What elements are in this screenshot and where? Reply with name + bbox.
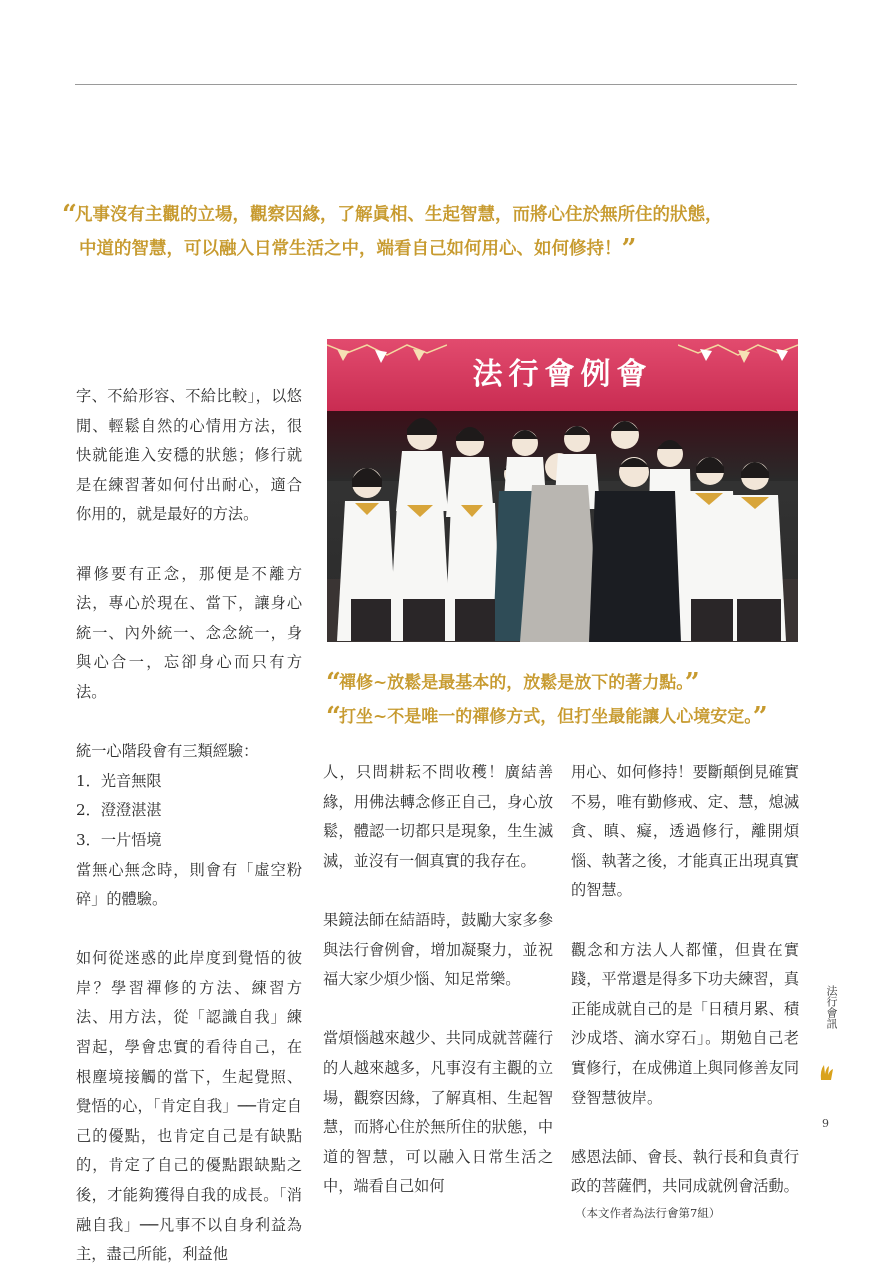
- open-quote-mark: “: [62, 200, 75, 230]
- close-quote-mark: ”: [684, 668, 698, 698]
- paragraph: 如何從迷惑的此岸度到覺悟的彼岸？學習禪修的方法、練習方法、用方法，從「認識自我」練習起，學會忠實的看待自己，在根塵境接觸的當下，生起覺照、覺悟的心，「肯定自我」──肯定自己的優點，也肯定自己是有缺點的，肯定了自己的優點跟缺點之後，才能夠獲得自我的成長。「消融自我」──凡事不以自身利益為主，盡己所能，利益他: [76, 949, 302, 1264]
- author-byline: （本文作者為法行會第7組）: [575, 1205, 721, 1220]
- hands-logo-icon: [818, 1062, 838, 1082]
- pull-quote-mid-line1: “禪修~放鬆是最基本的，放鬆是放下的著力點。”: [326, 668, 698, 698]
- close-quote-mark: ”: [752, 702, 766, 732]
- event-group-photo: [327, 339, 798, 642]
- paragraph: 用心、如何修持！要斷顛倒見確實不易，唯有勤修戒、定、慧，熄滅貪、瞋、癡，透過修行，離開煩惱、執著之後，才能真正出現真實的智慧。: [571, 763, 799, 900]
- pull-quote-top: [62, 198, 722, 266]
- list-item: 3．一片悟境: [76, 830, 162, 849]
- article-column-1: [76, 382, 302, 1270]
- paragraph: 當無心無念時，則會有「虛空粉碎」的體驗。: [76, 860, 302, 909]
- experience-section: [76, 737, 302, 915]
- paragraph: 統一心階段會有三類經驗：: [76, 742, 259, 761]
- paragraph: 人，只問耕耘不問收穫！廣結善緣，用佛法轉念修正自己，身心放鬆，體認一切都只是現象，生生滅滅，並沒有一個真實的我存在。: [323, 763, 553, 870]
- close-quote-mark: ”: [621, 234, 635, 264]
- pull-quote-top-line1: “凡事沒有主觀的立場，觀察因緣，了解眞相、生起智慧，而將心住於無所住的狀態，: [62, 200, 723, 230]
- paragraph: 字、不給形容、不給比較」，以悠閒、輕鬆自然的心情用方法，很快就能進入安穩的狀態；修行就是在練習著如何付出耐心，適合你用的，就是最好的方法。: [76, 387, 302, 524]
- paragraph: 果鏡法師在結語時，鼓勵大家多參與法行會例會，增加凝聚力，並祝福大家少煩少惱、知足常樂。: [323, 910, 553, 989]
- paragraph: 感恩法師、會長、執行長和負責行政的菩薩們，共同成就例會活動。: [571, 1147, 799, 1196]
- paragraph: 當煩惱越來越少、共同成就菩薩行的人越來越多，凡事沒有主觀的立場，觀察因緣，了解真相、生起智慧，而將心住於無所住的狀態，中道的智慧，可以融入日常生活之中，端看自己如何: [323, 1029, 553, 1196]
- article-column-3: [571, 758, 799, 1222]
- pull-quote-top-line2: 中道的智慧，可以融入日常生活之中，端看自己如何用心、如何修持！”: [79, 234, 635, 264]
- banner-title: 法行會例會: [472, 357, 653, 392]
- open-quote-mark: “: [326, 702, 339, 732]
- list-item: 1．光音無限: [76, 771, 162, 790]
- list-item: 2．澄澄湛湛: [76, 801, 162, 820]
- paragraph: 禪修要有正念，那便是不離方法，專心於現在、當下，讓身心統一、內外統一、念念統一，身與心合一，忘卻身心而只有方法。: [76, 564, 302, 701]
- header-rule: [75, 84, 797, 85]
- open-quote-mark: “: [326, 668, 339, 698]
- page-number: 9: [822, 1117, 829, 1130]
- group-people-illustration: [327, 399, 798, 642]
- article-column-2: [323, 758, 553, 1202]
- pull-quote-mid-line2: “打坐~不是唯一的禪修方式，但打坐最能讓人心境安定。”: [326, 702, 766, 732]
- publication-name: 法行會訊: [825, 985, 838, 1029]
- paragraph: 觀念和方法人人都懂，但貴在實踐，平常還是得多下功夫練習，真正能成就自己的是「日積月累、積沙成塔、滴水穿石」。期勉自己老實修行，在成佛道上與同修善友同登智慧彼岸。: [571, 940, 799, 1107]
- pull-quote-mid: [326, 666, 766, 734]
